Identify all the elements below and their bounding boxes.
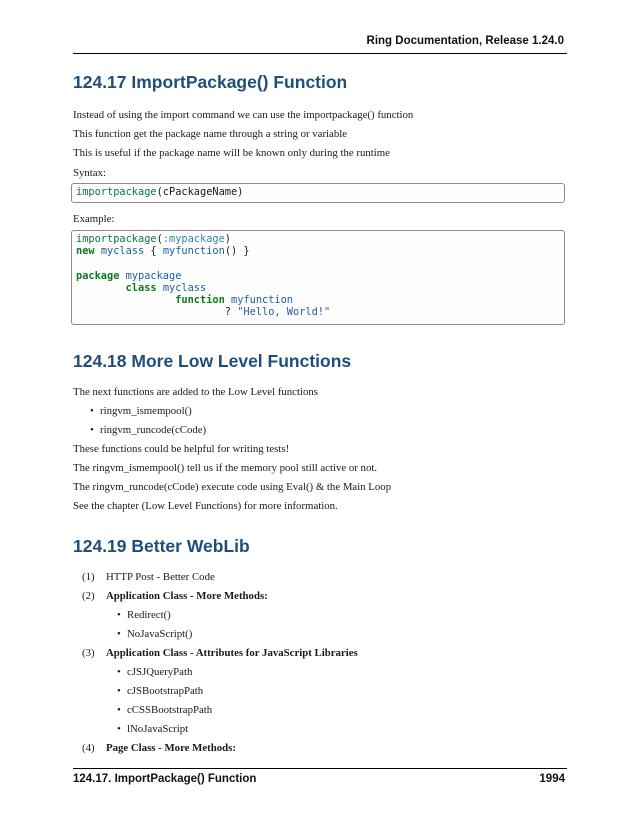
paragraph: See the chapter (Low Level Functions) for more information.	[73, 500, 338, 512]
paragraph: This is useful if the package name will be known only during the runtime	[73, 147, 390, 159]
section-heading-low-level: 124.18 More Low Level Functions	[73, 351, 352, 371]
item-number: (3)	[82, 647, 95, 659]
code-token: :mypackage	[162, 233, 225, 245]
item-text: Page Class - More Methods:	[106, 742, 236, 754]
paragraph: The next functions are added to the Low Level functions	[73, 386, 318, 398]
code-token: importpackage	[76, 233, 157, 245]
code-token: new	[76, 245, 95, 258]
code-token: myfunction	[231, 293, 294, 306]
list-item	[90, 405, 192, 417]
sub-list-item	[117, 723, 188, 735]
list-item-text: cJSJQueryPath	[127, 666, 193, 678]
numbered-item	[82, 590, 268, 602]
paragraph: These functions could be helpful for writing tests!	[73, 443, 290, 455]
section-heading-weblib: 124.19 Better WebLib	[73, 536, 250, 556]
list-item-text: lNoJavaScript	[127, 723, 189, 735]
bullet-glyph: •	[117, 609, 121, 621]
bullet-glyph: •	[117, 704, 121, 716]
list-item-text: Redirect()	[127, 609, 171, 621]
code-token: () }	[224, 245, 250, 258]
list-item	[90, 424, 206, 436]
paragraph: This function get the package name through a string or variable	[73, 128, 348, 140]
header-rule	[73, 53, 567, 54]
code-token: (	[156, 233, 163, 245]
list-item-text: cCSSBootstrapPath	[127, 704, 213, 716]
page-number: 1994	[539, 773, 565, 785]
numbered-item	[82, 742, 236, 754]
list-item-text: NoJavaScript()	[127, 628, 193, 640]
code-token: )	[224, 233, 231, 245]
code-token: (cPackageName)	[156, 186, 244, 198]
code-indent	[76, 282, 126, 294]
sub-list-item	[117, 666, 192, 678]
item-text: Application Class - Attributes for JavaScript Libraries	[106, 647, 358, 659]
code-token: myclass	[162, 281, 207, 294]
code-indent	[76, 306, 225, 318]
sub-list-item	[117, 685, 203, 697]
code-token: package	[76, 269, 120, 282]
bullet-glyph: •	[117, 723, 121, 735]
code-token: ?	[224, 306, 238, 319]
sub-list-item	[117, 704, 212, 716]
syntax-code-block	[71, 183, 565, 203]
code-token: {	[144, 245, 163, 258]
paragraph: The ringvm_runcode(cCode) execute code using Eval() & the Main Loop	[73, 481, 392, 493]
bullet-glyph: •	[117, 666, 121, 678]
code-indent	[76, 294, 175, 306]
list-item-text: cJSBootstrapPath	[127, 685, 204, 697]
bullet-glyph: •	[117, 628, 121, 640]
list-item-text: ringvm_runcode(cCode)	[100, 424, 207, 436]
item-text: Application Class - More Methods:	[106, 590, 268, 602]
syntax-label: Syntax:	[73, 167, 106, 179]
list-item-text: ringvm_ismempool()	[100, 405, 192, 417]
paragraph: The ringvm_ismempool() tell us if the memory pool still active or not.	[73, 462, 378, 474]
item-text: HTTP Post - Better Code	[106, 571, 215, 583]
sub-list-item	[117, 628, 192, 640]
code-token: mypackage	[125, 269, 182, 282]
footer-section-title: 124.17. ImportPackage() Function	[73, 773, 257, 785]
item-number: (4)	[82, 742, 95, 754]
numbered-item	[82, 647, 358, 659]
item-number: (1)	[82, 571, 95, 583]
example-code-block	[71, 230, 565, 325]
footer-rule	[73, 768, 567, 769]
bullet-glyph: •	[117, 685, 121, 697]
code-token: myfunction	[162, 245, 225, 258]
code-token: importpackage	[76, 186, 157, 198]
section-heading-importpackage: 124.17 ImportPackage() Function	[73, 72, 348, 92]
code-token: function	[175, 293, 225, 306]
example-label: Example:	[73, 213, 115, 225]
bullet-glyph: •	[90, 424, 94, 436]
code-token: myclass	[100, 245, 145, 258]
paragraph: Instead of using the import command we can use the importpackage() function	[73, 109, 414, 121]
sub-list-item	[117, 609, 171, 621]
numbered-item	[82, 571, 215, 583]
code-token: "Hello, World!"	[237, 306, 331, 319]
item-number: (2)	[82, 590, 95, 602]
running-header: Ring Documentation, Release 1.24.0	[366, 35, 564, 47]
bullet-glyph: •	[90, 405, 94, 417]
code-token: class	[125, 281, 157, 294]
